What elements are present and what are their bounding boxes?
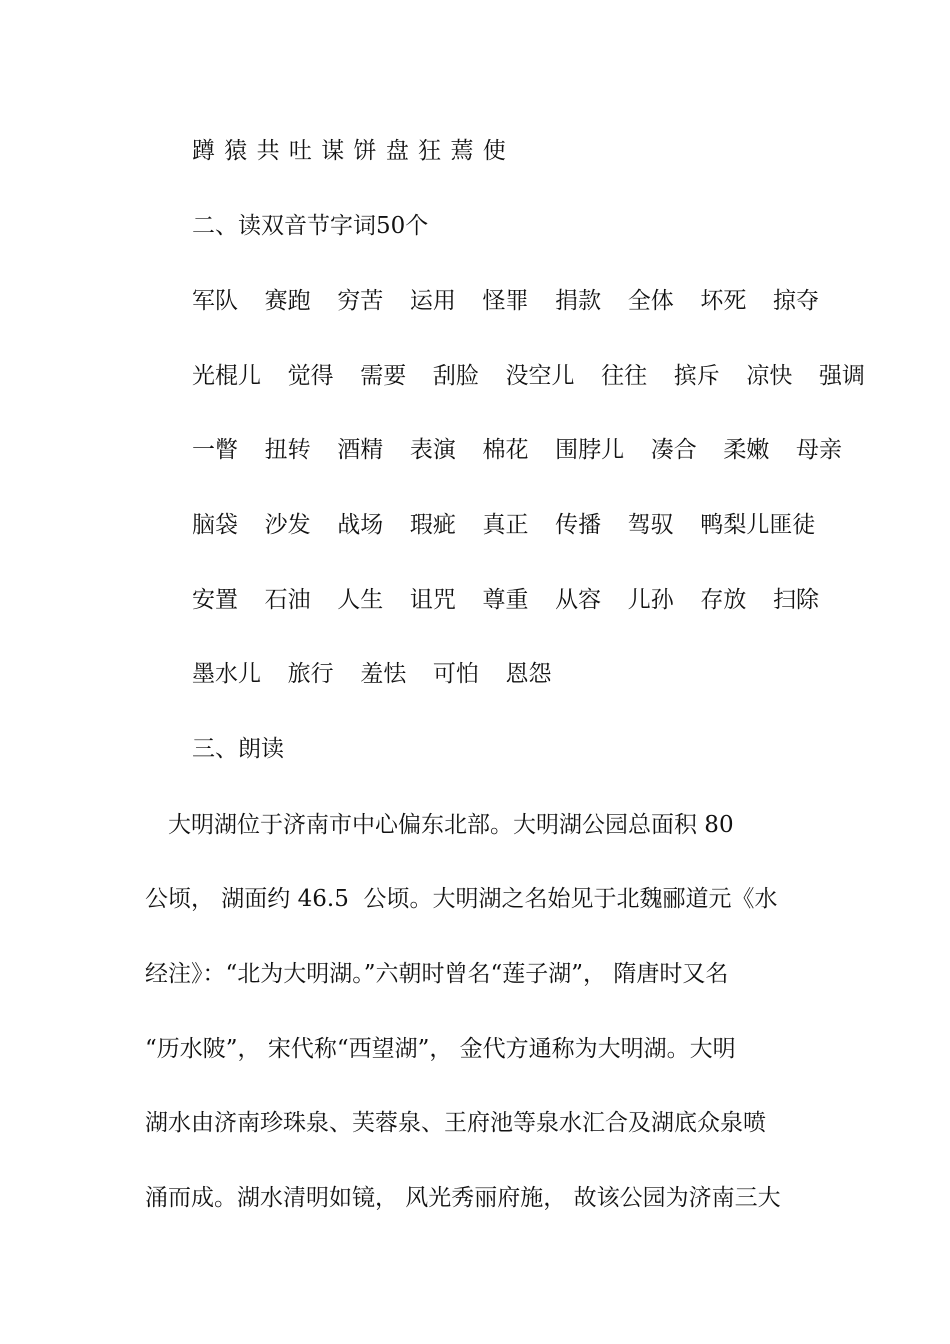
word-line: 墨水儿 旅行 羞怯 可怕 恩怨 [192, 661, 552, 687]
single-character-line: 蹲 猿 共 吐 谋 饼 盘 狂 蔫 使 [192, 138, 506, 164]
word-line: 安置 石油 人生 诅咒 尊重 从容 儿孙 存放 扫除 [192, 587, 819, 613]
section-heading-two-syllable-words: 二、读双音节字词50个 [192, 213, 429, 239]
word-line: 一瞥 扭转 酒精 表演 棉花 围脖儿 凑合 柔嫩 母亲 [192, 437, 842, 463]
passage-line: “历水陂”， 宋代称“西望湖”， 金代方通称为大明湖。大明 [145, 1036, 736, 1062]
passage-line: 湖水由济南珍珠泉、芙蓉泉、王府池等泉水汇合及湖底众泉喷 [145, 1110, 766, 1136]
passage-line: 大明湖位于济南市中心偏东北部。大明湖公园总面积 80 [145, 812, 734, 838]
word-line: 光棍儿 觉得 需要 刮脸 没空儿 往往 摈斥 凉快 强调 [192, 363, 865, 389]
word-line: 脑袋 沙发 战场 瑕疵 真正 传播 驾驭 鸭梨儿匪徒 [192, 512, 816, 538]
passage-line: 经注》：“北为大明湖。”六朝时曾名“莲子湖”， 隋唐时又名 [145, 961, 729, 987]
word-line: 军队 赛跑 穷苦 运用 怪罪 捐款 全体 坏死 掠夺 [192, 288, 819, 314]
passage-line: 公顷， 湖面约 46.5 公顷。大明湖之名始见于北魏郦道元《水 [145, 886, 778, 912]
passage-line: 涌而成。湖水清明如镜， 风光秀丽府施， 故该公园为济南三大 [145, 1185, 781, 1211]
section-heading-reading: 三、朗读 [192, 736, 284, 762]
